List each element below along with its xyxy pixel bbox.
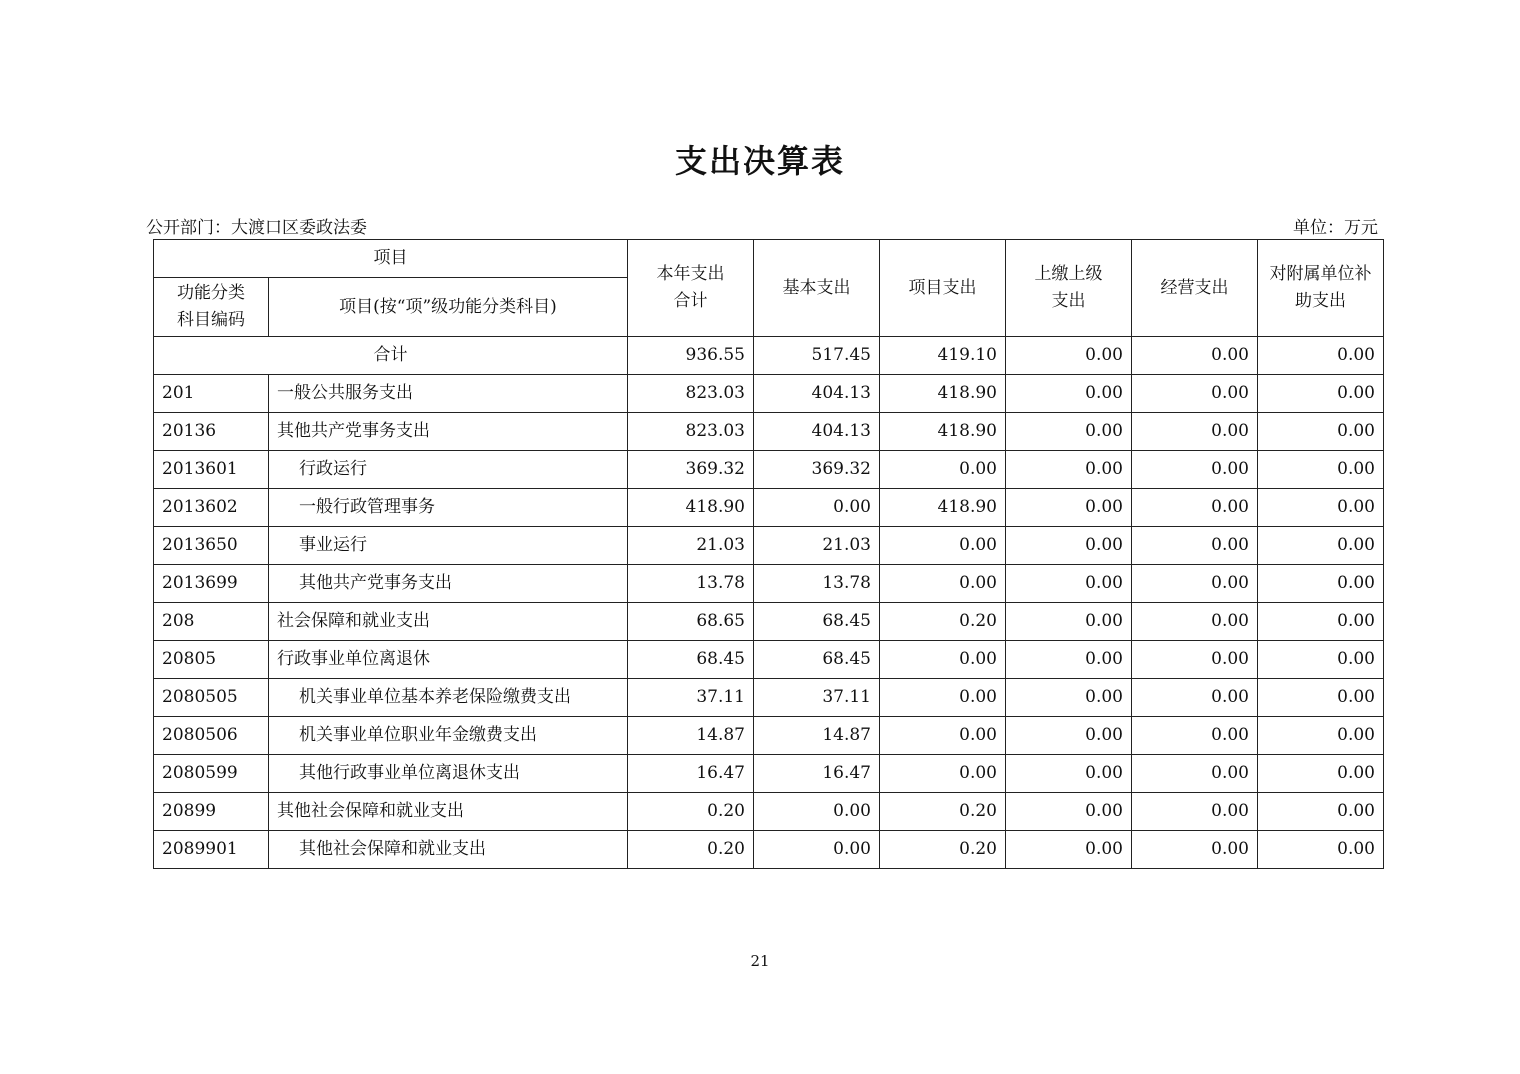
table-row bbox=[154, 717, 1384, 755]
row-value-subsidy: 0.00 bbox=[1258, 565, 1384, 603]
row-code: 208 bbox=[154, 603, 269, 641]
row-value-subsidy: 0.00 bbox=[1258, 793, 1384, 831]
header-name: 项目(按“项”级功能分类科目) bbox=[269, 278, 628, 337]
header-remit: 上缴上级支出 bbox=[1006, 240, 1132, 337]
row-value-basic: 0.00 bbox=[754, 831, 880, 869]
row-value-subsidy: 0.00 bbox=[1258, 755, 1384, 793]
row-name: 社会保障和就业支出 bbox=[269, 603, 628, 641]
row-value-project: 418.90 bbox=[880, 489, 1006, 527]
row-value-basic: 68.45 bbox=[754, 603, 880, 641]
row-value-remit: 0.00 bbox=[1006, 831, 1132, 869]
row-name: 机关事业单位基本养老保险缴费支出 bbox=[269, 679, 628, 717]
row-value-subsidy: 0.00 bbox=[1258, 451, 1384, 489]
row-value-remit: 0.00 bbox=[1006, 451, 1132, 489]
row-value-subsidy: 0.00 bbox=[1258, 489, 1384, 527]
row-value-subsidy: 0.00 bbox=[1258, 375, 1384, 413]
table-row bbox=[154, 413, 1384, 451]
row-value-total: 14.87 bbox=[628, 717, 754, 755]
row-value-project: 0.20 bbox=[880, 831, 1006, 869]
table-header bbox=[154, 240, 1384, 337]
row-name: 一般公共服务支出 bbox=[269, 375, 628, 413]
row-value-remit: 0.00 bbox=[1006, 755, 1132, 793]
row-value-total: 68.65 bbox=[628, 603, 754, 641]
row-value-remit: 0.00 bbox=[1006, 679, 1132, 717]
row-value-basic: 16.47 bbox=[754, 755, 880, 793]
row-value-project: 418.90 bbox=[880, 413, 1006, 451]
row-value-operate: 0.00 bbox=[1132, 375, 1258, 413]
row-name: 行政运行 bbox=[269, 451, 628, 489]
row-value-operate: 0.00 bbox=[1132, 565, 1258, 603]
total-value-total: 936.55 bbox=[628, 337, 754, 375]
row-value-total: 21.03 bbox=[628, 527, 754, 565]
total-value-project: 419.10 bbox=[880, 337, 1006, 375]
total-value-subsidy: 0.00 bbox=[1258, 337, 1384, 375]
row-value-project: 0.00 bbox=[880, 565, 1006, 603]
row-value-project: 0.20 bbox=[880, 793, 1006, 831]
table-row bbox=[154, 755, 1384, 793]
row-value-operate: 0.00 bbox=[1132, 831, 1258, 869]
row-value-subsidy: 0.00 bbox=[1258, 717, 1384, 755]
row-value-project: 0.00 bbox=[880, 527, 1006, 565]
row-code: 20136 bbox=[154, 413, 269, 451]
table-row bbox=[154, 793, 1384, 831]
row-value-total: 0.20 bbox=[628, 793, 754, 831]
table-row bbox=[154, 489, 1384, 527]
table-row bbox=[154, 641, 1384, 679]
row-value-remit: 0.00 bbox=[1006, 413, 1132, 451]
row-value-basic: 37.11 bbox=[754, 679, 880, 717]
table-body bbox=[154, 337, 1384, 869]
total-value-remit: 0.00 bbox=[1006, 337, 1132, 375]
row-name: 事业运行 bbox=[269, 527, 628, 565]
row-value-project: 0.00 bbox=[880, 641, 1006, 679]
row-name: 其他共产党事务支出 bbox=[269, 565, 628, 603]
row-code: 2013650 bbox=[154, 527, 269, 565]
header-total: 本年支出合计 bbox=[628, 240, 754, 337]
row-value-remit: 0.00 bbox=[1006, 641, 1132, 679]
row-value-basic: 14.87 bbox=[754, 717, 880, 755]
row-code: 2013601 bbox=[154, 451, 269, 489]
row-value-basic: 404.13 bbox=[754, 375, 880, 413]
row-value-total: 37.11 bbox=[628, 679, 754, 717]
page-number: 21 bbox=[750, 952, 770, 970]
row-value-total: 0.20 bbox=[628, 831, 754, 869]
row-value-operate: 0.00 bbox=[1132, 793, 1258, 831]
row-value-project: 0.00 bbox=[880, 679, 1006, 717]
row-value-total: 369.32 bbox=[628, 451, 754, 489]
row-value-basic: 0.00 bbox=[754, 489, 880, 527]
row-value-project: 0.00 bbox=[880, 451, 1006, 489]
header-project: 项目支出 bbox=[880, 240, 1006, 337]
row-code: 2080506 bbox=[154, 717, 269, 755]
expenditure-table bbox=[153, 239, 1384, 869]
row-name: 其他社会保障和就业支出 bbox=[269, 793, 628, 831]
row-value-project: 0.00 bbox=[880, 717, 1006, 755]
row-value-remit: 0.00 bbox=[1006, 565, 1132, 603]
department-label: 公开部门：大渡口区委政法委 bbox=[146, 218, 367, 238]
total-row bbox=[154, 337, 1384, 375]
row-name: 行政事业单位离退休 bbox=[269, 641, 628, 679]
row-value-subsidy: 0.00 bbox=[1258, 641, 1384, 679]
row-code: 20899 bbox=[154, 793, 269, 831]
table-row bbox=[154, 831, 1384, 869]
table-row bbox=[154, 565, 1384, 603]
row-value-operate: 0.00 bbox=[1132, 413, 1258, 451]
row-code: 2089901 bbox=[154, 831, 269, 869]
total-value-basic: 517.45 bbox=[754, 337, 880, 375]
row-value-subsidy: 0.00 bbox=[1258, 527, 1384, 565]
row-value-subsidy: 0.00 bbox=[1258, 831, 1384, 869]
header-basic: 基本支出 bbox=[754, 240, 880, 337]
table-row bbox=[154, 603, 1384, 641]
header-operate: 经营支出 bbox=[1132, 240, 1258, 337]
row-value-subsidy: 0.00 bbox=[1258, 603, 1384, 641]
row-code: 2013699 bbox=[154, 565, 269, 603]
row-value-basic: 13.78 bbox=[754, 565, 880, 603]
page-title: 支出决算表 bbox=[674, 142, 845, 180]
row-value-project: 418.90 bbox=[880, 375, 1006, 413]
row-name: 其他社会保障和就业支出 bbox=[269, 831, 628, 869]
row-value-total: 418.90 bbox=[628, 489, 754, 527]
table-row bbox=[154, 679, 1384, 717]
header-item-group: 项目 bbox=[154, 240, 628, 278]
row-value-operate: 0.00 bbox=[1132, 489, 1258, 527]
table-row bbox=[154, 527, 1384, 565]
row-value-project: 0.20 bbox=[880, 603, 1006, 641]
row-value-total: 68.45 bbox=[628, 641, 754, 679]
total-label: 合计 bbox=[154, 337, 628, 375]
row-value-operate: 0.00 bbox=[1132, 641, 1258, 679]
row-value-remit: 0.00 bbox=[1006, 717, 1132, 755]
row-value-operate: 0.00 bbox=[1132, 717, 1258, 755]
row-value-project: 0.00 bbox=[880, 755, 1006, 793]
row-value-basic: 404.13 bbox=[754, 413, 880, 451]
row-code: 2080505 bbox=[154, 679, 269, 717]
row-value-basic: 21.03 bbox=[754, 527, 880, 565]
row-value-total: 13.78 bbox=[628, 565, 754, 603]
row-value-basic: 0.00 bbox=[754, 793, 880, 831]
row-name: 一般行政管理事务 bbox=[269, 489, 628, 527]
row-value-remit: 0.00 bbox=[1006, 375, 1132, 413]
row-value-operate: 0.00 bbox=[1132, 679, 1258, 717]
row-code: 2080599 bbox=[154, 755, 269, 793]
row-value-remit: 0.00 bbox=[1006, 603, 1132, 641]
table-row bbox=[154, 375, 1384, 413]
row-value-total: 823.03 bbox=[628, 375, 754, 413]
row-name: 其他共产党事务支出 bbox=[269, 413, 628, 451]
header-code: 功能分类科目编码 bbox=[154, 278, 269, 337]
header-subsidy: 对附属单位补助支出 bbox=[1258, 240, 1384, 337]
row-value-operate: 0.00 bbox=[1132, 603, 1258, 641]
row-value-subsidy: 0.00 bbox=[1258, 679, 1384, 717]
row-value-total: 16.47 bbox=[628, 755, 754, 793]
row-value-basic: 68.45 bbox=[754, 641, 880, 679]
row-value-operate: 0.00 bbox=[1132, 527, 1258, 565]
row-code: 20805 bbox=[154, 641, 269, 679]
row-value-total: 823.03 bbox=[628, 413, 754, 451]
unit-label: 单位：万元 bbox=[1293, 218, 1378, 238]
row-value-remit: 0.00 bbox=[1006, 489, 1132, 527]
total-value-operate: 0.00 bbox=[1132, 337, 1258, 375]
row-value-remit: 0.00 bbox=[1006, 527, 1132, 565]
row-name: 机关事业单位职业年金缴费支出 bbox=[269, 717, 628, 755]
row-name: 其他行政事业单位离退休支出 bbox=[269, 755, 628, 793]
row-code: 201 bbox=[154, 375, 269, 413]
row-value-remit: 0.00 bbox=[1006, 793, 1132, 831]
row-value-operate: 0.00 bbox=[1132, 451, 1258, 489]
row-value-subsidy: 0.00 bbox=[1258, 413, 1384, 451]
row-code: 2013602 bbox=[154, 489, 269, 527]
table-row bbox=[154, 451, 1384, 489]
row-value-operate: 0.00 bbox=[1132, 755, 1258, 793]
row-value-basic: 369.32 bbox=[754, 451, 880, 489]
